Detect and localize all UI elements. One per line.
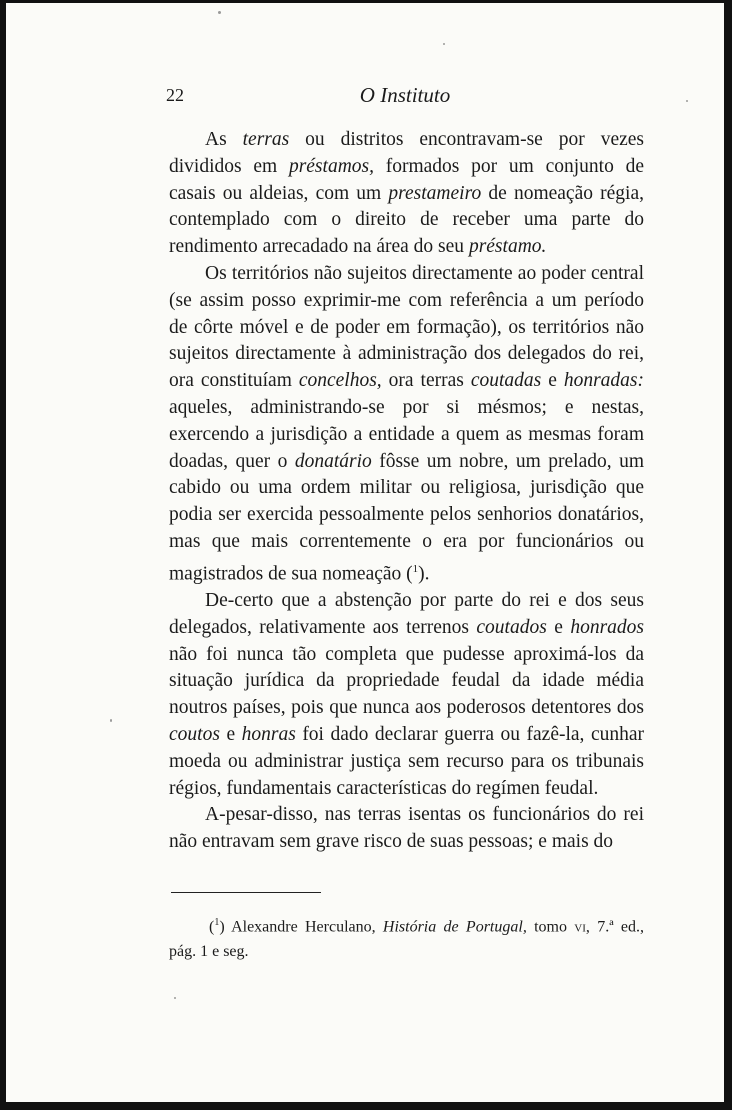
italic-term: coutadas (470, 370, 542, 392)
italic-term: préstamo. (468, 236, 547, 258)
italic-term: coutados (476, 616, 547, 638)
text-run: ora terras (381, 370, 471, 392)
italic-term: donatário (294, 450, 372, 472)
footnote-reference: 1 (412, 562, 419, 575)
text-run: não foi nunca tão completa que pudesse aproximá-los da situação jurídica da propriedade feudal da idade média noutros países, pois que nunca aos poderosos detentores dos (169, 643, 644, 719)
body-text (169, 127, 644, 856)
running-header (166, 83, 644, 113)
running-title: O Instituto (359, 83, 451, 107)
text-run: formados por um conjunto de casais ou aldeias, com um (169, 155, 644, 204)
text-run: fôsse um nobre, um prelado, um cabido ou uma ordem militar ou religiosa, jurisdição que podia ser exercida pessoalmente pelos senhorios donatários, mas que mais correntemente o era por funcionários ou magistrados de sua nomeação ( (169, 450, 644, 585)
footnote-work-title: História de Portugal, (382, 918, 527, 936)
scan-speck (443, 43, 445, 45)
paragraph (169, 588, 644, 802)
text-run: As (205, 129, 243, 150)
scan-speck (110, 719, 112, 722)
text-run: aqueles, administrando-se por si mésmos; e nestas, exercendo a jurisdição a entidade a quem as mesmas foram doadas, quer o (169, 396, 644, 472)
text-run: foi dado declarar guerra ou fazê-la, cunhar moeda ou administrar justiça sem recurso para os tribunais régios, fundamentais características do regímen feudal. (169, 724, 644, 799)
footnote-tome-number: vi (574, 918, 586, 936)
footnote-edition: , 7.ª ed., pág. 1 e seg. (169, 918, 644, 961)
text-run: e (546, 616, 571, 638)
paragraph (169, 127, 644, 261)
paragraph (169, 261, 644, 588)
italic-term: concelhos, (298, 370, 382, 392)
text-run: e (541, 370, 564, 392)
italic-term: coutos (169, 724, 220, 746)
italic-term: honrados (570, 616, 644, 638)
text-run: A-pesar-disso, nas terras isentas os funcionários do rei não entravam sem grave risco de suas pessoas; e mais do (169, 804, 644, 853)
text-run: Os territórios não sujeitos directamente ao poder central (se assim posso exprimir-me com referência a um período de côrte móvel e de poder em formação), os territórios não sujeitos directamente à administração dos delegados do rei, ora constituíam (169, 262, 644, 392)
footnote: ($^1$) Alexandre Herculano, História de Portugal, tomo vi, 7.ª ed., pág. 1 e seg. (169, 917, 644, 961)
text-run: ou distritos encontravam-se por vezes divididos em (169, 129, 645, 177)
footnote-separator (171, 892, 321, 893)
italic-term: honradas: (563, 370, 645, 392)
text-run: de nomeação régia, contemplado com o direito de receber uma parte do rendimento arrecadado na área do seu (169, 182, 644, 258)
scan-speck (218, 11, 221, 14)
scan-speck (686, 100, 688, 102)
footnote-marker: 1 (214, 917, 220, 928)
footnote-tome-label: tomo (526, 918, 575, 936)
text-run: De-certo que a abstenção por parte do rei e dos seus delegados, relativamente aos terrenos (169, 590, 644, 638)
italic-term: honras (241, 724, 296, 746)
scan-speck (174, 997, 176, 999)
text-run: e (219, 724, 242, 746)
text-run: ). (418, 563, 430, 585)
footnote-author: Alexandre Herculano, (231, 918, 383, 936)
italic-term: prestameiro (388, 182, 482, 204)
page-number: 22 (166, 85, 184, 105)
paragraph (169, 802, 644, 856)
italic-term: terras (242, 129, 290, 150)
italic-term: préstamos, (288, 155, 374, 177)
